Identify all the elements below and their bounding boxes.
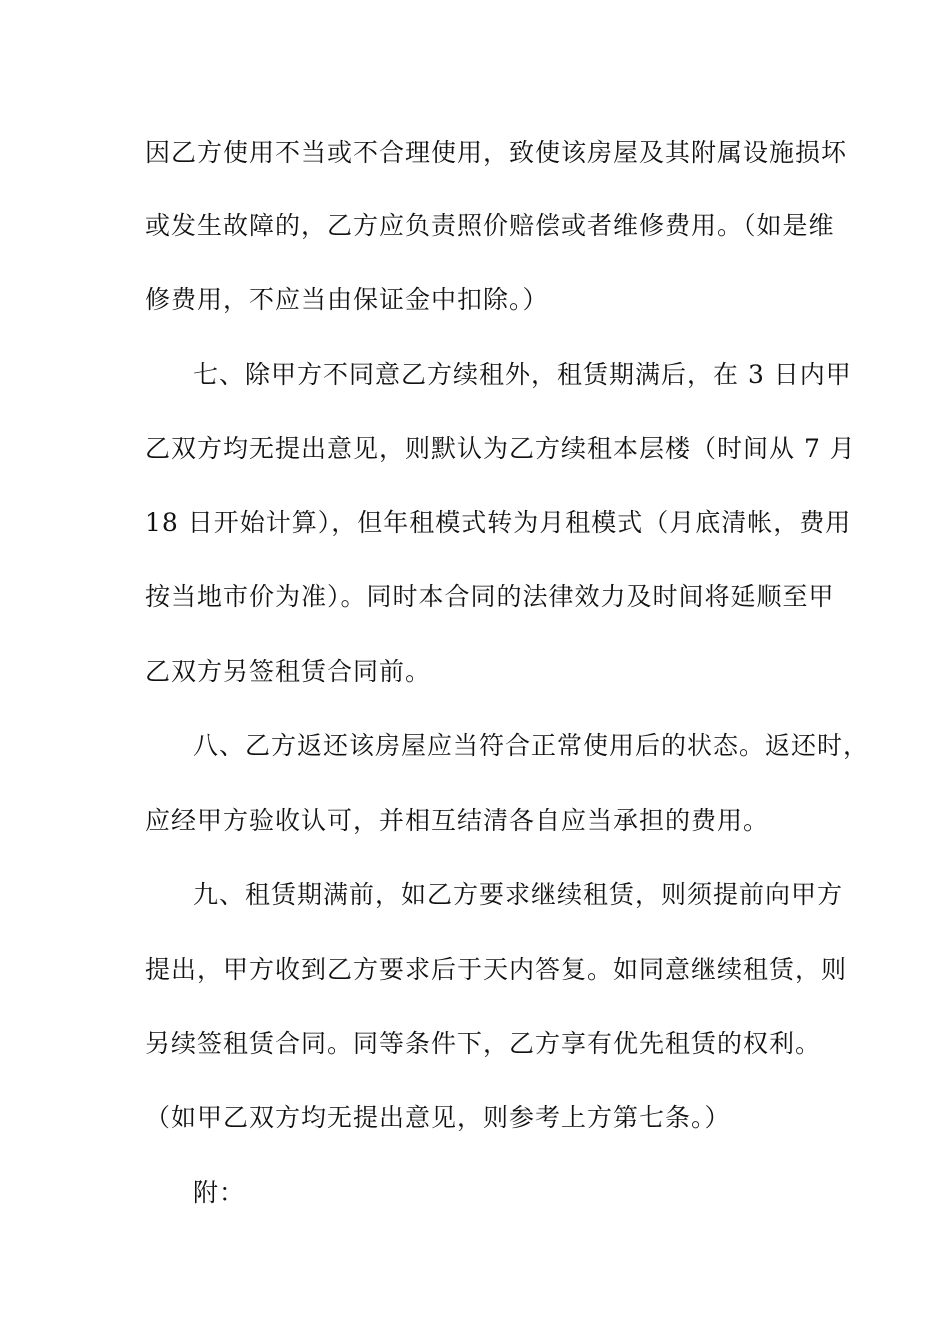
text-line: 因乙方使用不当或不合理使用，致使该房屋及其附属设施损坏 <box>145 138 848 167</box>
text-line: 应经甲方验收认可，并相互结清各自应当承担的费用。 <box>145 806 770 835</box>
text-line: 提出，甲方收到乙方要求后于天内答复。如同意继续租赁，则 <box>145 955 848 984</box>
text-line: 乙双方均无提出意见，则默认为乙方续租本层楼（时间从 7 月 <box>145 434 856 463</box>
text-line: 18 日开始计算），但年租模式转为月租模式（月底清帐，费用 <box>145 508 852 537</box>
appendix-label: 附： <box>193 1178 246 1207</box>
text-line: 按当地市价为准）。同时本合同的法律效力及时间将延顺至甲 <box>145 582 835 611</box>
text-line: 修费用，不应当由保证金中扣除。） <box>145 285 549 314</box>
clause-eight-heading-line: 八、乙方返还该房屋应当符合正常使用后的状态。返还时， <box>193 731 870 760</box>
text-line: 另续签租赁合同。同等条件下，乙方享有优先租赁的权利。 <box>145 1029 822 1058</box>
text-line: （如甲乙双方均无提出意见，则参考上方第七条。） <box>145 1103 731 1132</box>
clause-nine-heading-line: 九、租赁期满前，如乙方要求继续租赁，则须提前向甲方 <box>193 880 844 909</box>
text-line: 乙双方另签租赁合同前。 <box>145 657 432 686</box>
clause-seven-heading-line: 七、除甲方不同意乙方续租外，租赁期满后，在 3 日内甲 <box>193 360 852 389</box>
text-line: 或发生故障的，乙方应负责照价赔偿或者维修费用。（如是维 <box>145 211 835 240</box>
